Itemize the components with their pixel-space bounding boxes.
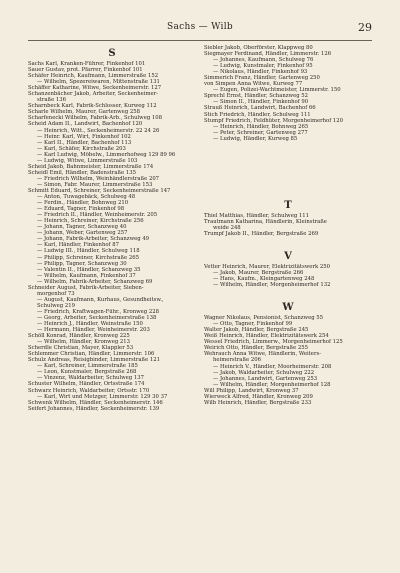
directory-entry: — Wilhelm, Kaufmann, Finkenhof 37 bbox=[37, 272, 136, 279]
directory-entry: Sprechl Ernst, Händler, Schanzweg 52 bbox=[204, 93, 309, 100]
directory-entry: Stumpf Friedrich, Feldhüter, Morgenheimerhof 120 bbox=[204, 117, 343, 124]
directory-entry: — Karl II., Händler, Bachenhof 113 bbox=[37, 139, 132, 146]
directory-entry: — Valentin II., Händler, Schanzweg 35 bbox=[37, 266, 141, 273]
directory-entry: — Simon II., Händler, Finkenhof 90 bbox=[213, 99, 309, 106]
directory-entry: — Heinrich, Witt., Seckenheimerstr. 22 24 26 bbox=[37, 127, 160, 134]
header-rule bbox=[28, 40, 372, 41]
directory-entry: — Georg, Arbeiter, Seckenheimerstraße 138 bbox=[37, 314, 157, 321]
directory-entry: — Johannes, Kaufmann, Schulweg 76 bbox=[213, 57, 314, 64]
directory-entry: Scharle Wilhelm, Maurer, Gartenweg 258 bbox=[28, 109, 141, 116]
directory-entry: — Anton, Tuwagebäck, Schulweg 48 bbox=[37, 194, 136, 201]
directory-entry: — Wilhelm, Fabrik-Arbeiter, Schanzweg 69 bbox=[37, 278, 153, 285]
directory-entry: Schlemmer Christian, Händler, Limmerstr. 106 bbox=[28, 351, 155, 358]
directory-entry: Stich Friedrich, Händler, Schulweg 111 bbox=[204, 111, 311, 118]
entry-list-t bbox=[204, 213, 372, 237]
section-letter-s: S bbox=[108, 48, 116, 59]
directory-entry: Schöll Konrad, Händler, Kronweg 225 bbox=[28, 333, 130, 340]
directory-entry: — Karl, Schreiner, Limmerstraße 185 bbox=[37, 363, 138, 370]
directory-entry: Schmitt Eduard, Schreiner, Seckenheimerstraße 147 bbox=[28, 187, 171, 194]
directory-entry: Vetter Heinrich, Maurer, Elektrizitätswerk 250 bbox=[204, 263, 330, 270]
directory-entry: — Karl, Händler, Finkenhof 87 bbox=[37, 242, 119, 249]
directory-entry: — Karl, Wirt und Metzger, Limmerstr. 129 30 37 bbox=[37, 393, 168, 400]
directory-entry: — Wilhelm, Händler, Morgenheimerhof 132 bbox=[213, 282, 331, 289]
directory-entry: — Eduard, Tagner, Finkenhof 98 bbox=[37, 206, 125, 213]
page-header bbox=[28, 22, 372, 40]
right-column bbox=[204, 45, 372, 412]
directory-entry: Simmerich Franz, Händler, Gartenweg 250 bbox=[204, 75, 320, 82]
directory-entry: — Philipp, Tagner, Schanzweg 30 bbox=[37, 260, 127, 267]
directory-entry: — Johannes, Landwirt, Gartenweg 253 bbox=[213, 375, 318, 382]
directory-entry: Schulz Andreas, Reisigbinder, Limmerstraße 121 bbox=[28, 357, 161, 364]
directory-entry: — Ludwig, Kunstmaler, Finkenhof 95 bbox=[213, 63, 313, 70]
directory-entry: Will Philipp, Landwirt, Kronweg 37 bbox=[204, 387, 299, 394]
directory-entry: — Heinrich V., Händler, Moorheimerstr. 208 bbox=[213, 363, 332, 370]
directory-entry: Schwarz Heinrich, Waldarbeiter, Ortsstr. 170 bbox=[28, 387, 150, 394]
directory-entry: — Wilhelm, Händler, Morgenheimerhof 128 bbox=[213, 381, 331, 388]
directory-entry: Wagner Nikolaus, Pensionist, Schanzweg 55 bbox=[204, 315, 324, 322]
directory-entry: — Friedrich II., Händler, Weinheimerstr. 205 bbox=[37, 212, 158, 219]
directory-entry: — Leon, Kunstmaler, Bergstraße 268 bbox=[37, 369, 137, 376]
directory-entry: Wessel Friedrich, Limmerw., Morgenheimerhof 125 bbox=[204, 339, 343, 346]
directory-entry: — Ludwig, Händler, Kurweg 85 bbox=[213, 135, 298, 142]
directory-entry: Trautmann Katharina, Händlerin, Kleinstraße bbox=[204, 218, 327, 225]
directory-entry: — Wilhelm, Spezereiwaren, Mittenstraße 131 bbox=[37, 79, 160, 86]
directory-entry: weide 248 bbox=[213, 224, 241, 231]
entry-list-s-continued bbox=[204, 45, 372, 142]
page-number: 29 bbox=[358, 21, 372, 34]
directory-entry: Schneider August, Fabrik-Arbeiter, Sieben- bbox=[28, 284, 144, 291]
section-letter-v: V bbox=[284, 250, 292, 262]
directory-entry: — Peter, Schreiner, Gartenweg 277 bbox=[213, 129, 308, 136]
directory-entry: Weiß Heinrich, Händler, Elektrizitätswerk 254 bbox=[204, 333, 329, 340]
directory-entry: Wilb Heinrich, Händler, Bergstraße 233 bbox=[204, 399, 312, 406]
directory-entry: Schulweg 219 bbox=[37, 302, 75, 309]
directory-entry: — Vinzenz, Waldarbeiter, Schulweg 137 bbox=[37, 375, 144, 382]
directory-entry: von Simpen Anna Witwe, Kurweg 77 bbox=[204, 81, 303, 88]
directory-entry: Schwenk Wilhelm, Händler, Seckenheimerstr. 146 bbox=[28, 399, 163, 406]
two-column-layout bbox=[28, 45, 372, 412]
directory-entry: — Jakob, Maurer, Bergstraße 266 bbox=[213, 269, 304, 276]
directory-entry: — Hermann, Händler, Weinheimerstr. 203 bbox=[37, 327, 150, 334]
directory-entry: Wierweck Alfred, Händler, Kronweg 209 bbox=[204, 393, 313, 400]
directory-entry: — Eugen, Polizei-Wachtmeister, Limmerstr. 150 bbox=[213, 87, 341, 94]
directory-entry: — Heinr. Karl, Wirt, Finkenhof 102 bbox=[37, 133, 131, 140]
directory-entry: — Heinrich, Händler, Bohnweg 265 bbox=[213, 123, 309, 130]
directory-entry: — Friedrich Wilhelm, Weinhändlerstraße 207 bbox=[37, 175, 160, 182]
entry-list-s bbox=[28, 61, 196, 412]
entry-list-w bbox=[204, 315, 372, 406]
directory-entry: heimerstraße 206 bbox=[213, 357, 261, 364]
directory-entry: — Wilhelm, Händler, Kronweg 213 bbox=[37, 339, 131, 346]
directory-entry: Scharnbeck Karl, Fabrik-Schlosser, Kurweg 112 bbox=[28, 103, 157, 110]
directory-entry: — Ferdin., Händler, Bohnweg 210 bbox=[37, 200, 129, 207]
directory-entry: — Philipp, Schreiner, Kirchstraße 265 bbox=[37, 254, 139, 261]
directory-entry: Schäfer Heinrich, Kaufmann, Limmerstraße 152 bbox=[28, 73, 159, 80]
directory-entry: — Karl Ludwig, Möbelw., Limmerhofweg 129 89 96 bbox=[37, 151, 176, 158]
directory-entry: Sauer Gustav, prot. Pfarrer, Finkenhof 101 bbox=[28, 67, 143, 74]
directory-entry: Strauß Heinrich, Landwirt, Bachenhof 66 bbox=[204, 105, 316, 112]
directory-entry: Scherdle Christian, Mayer, Klappler 53 bbox=[28, 345, 134, 352]
directory-entry: Siebler Jakob, Oberförster, Klappweg 80 bbox=[204, 45, 313, 51]
directory-entry: Thiel Matthias, Händler, Schulweg 111 bbox=[204, 212, 310, 219]
directory-entry: Walter Jakob, Händler, Bergstraße 245 bbox=[204, 327, 309, 334]
directory-entry: — Friedrich, Kraftwagen-Führ., Kronweg 228 bbox=[37, 308, 159, 315]
directory-entry: — Ludwig III., Händler, Schulweg 118 bbox=[37, 248, 140, 255]
section-letter-t: T bbox=[284, 199, 292, 211]
directory-entry: Schuster Wilhelm, Händler, Ortsstraße 174 bbox=[28, 381, 145, 388]
directory-entry: — Johann, Fabrik-Arbeiter, Schanzweg 49 bbox=[37, 236, 150, 243]
directory-entry: Wehrauch Anna Witwe, Händlerin, Weiters- bbox=[204, 351, 321, 358]
directory-entry: morgenhof 73 bbox=[37, 290, 75, 297]
directory-entry: Scharfenecki Wilhelm, Fabrik-Arb., Schulweg 108 bbox=[28, 115, 163, 122]
left-column bbox=[28, 45, 196, 412]
directory-entry: — Johann, Tagner, Schanzweg 40 bbox=[37, 224, 127, 231]
section-letter-w: W bbox=[282, 302, 294, 314]
entry-list-v bbox=[204, 264, 372, 288]
directory-entry: — August, Kaufmann, Kurhaus, Gesundheitsw., bbox=[37, 296, 164, 303]
running-title: Sachs — Wilb bbox=[167, 22, 233, 32]
directory-entry: Schäffer Katharine, Witwe, Seckenheimerstr. 127 bbox=[28, 85, 162, 92]
directory-entry: — Jakob, Waldarbeiter, Schulweg 222 bbox=[213, 369, 315, 376]
directory-entry: — Nikolaus, Händler, Finkenhof 93 bbox=[213, 69, 308, 76]
directory-entry: — Ludwig, Witwe, Limmerstraße 103 bbox=[37, 157, 138, 164]
directory-entry: straße 136 bbox=[37, 97, 67, 104]
directory-entry: — Heinrich J., Händler, Weinstraße 150 bbox=[37, 321, 143, 328]
directory-entry: Trumpf Jakob II., Händler, Bergstraße 269 bbox=[204, 230, 319, 237]
directory-entry: Scheidl Emil, Händler, Badenstraße 135 bbox=[28, 169, 136, 176]
directory-entry: Seifert Johannes, Händler, Seckenheimerstr. 139 bbox=[28, 405, 160, 412]
directory-entry: Weirich Otto, Händler, Bergstraße 255 bbox=[204, 345, 308, 352]
directory-entry: — Heinrich, Schreiner, Kirchstraße 256 bbox=[37, 218, 144, 225]
directory-entry: Scheid Adam II., Landwirt, Bachenhof 120 bbox=[28, 121, 143, 128]
directory-entry: Sachs Karl, Kranken-Führer, Finkenhof 101 bbox=[28, 61, 146, 67]
directory-entry: — Hans, Kaufm., Kleingartenweg 248 bbox=[213, 276, 315, 283]
directory-entry: — Karl, Schäfer, Kirchstraße 203 bbox=[37, 145, 126, 152]
directory-entry: — Johann, Weber, Gartenweg 257 bbox=[37, 230, 128, 237]
directory-entry: Scheid Jakob, Bahnmeister, Limmerstraße 174 bbox=[28, 163, 154, 170]
directory-entry: — Simon, Fabr. Maurer, Limmerstraße 153 bbox=[37, 181, 153, 188]
directory-entry: — Otto, Tagner, Finkenhof 99 bbox=[213, 321, 293, 328]
directory-entry: Siegmayer Ferdinand, Händler, Limmerstr. 126 bbox=[204, 51, 332, 58]
directory-entry: Schanzenbächer Jakob, Arbeiter, Seckenheimer- bbox=[28, 91, 158, 98]
